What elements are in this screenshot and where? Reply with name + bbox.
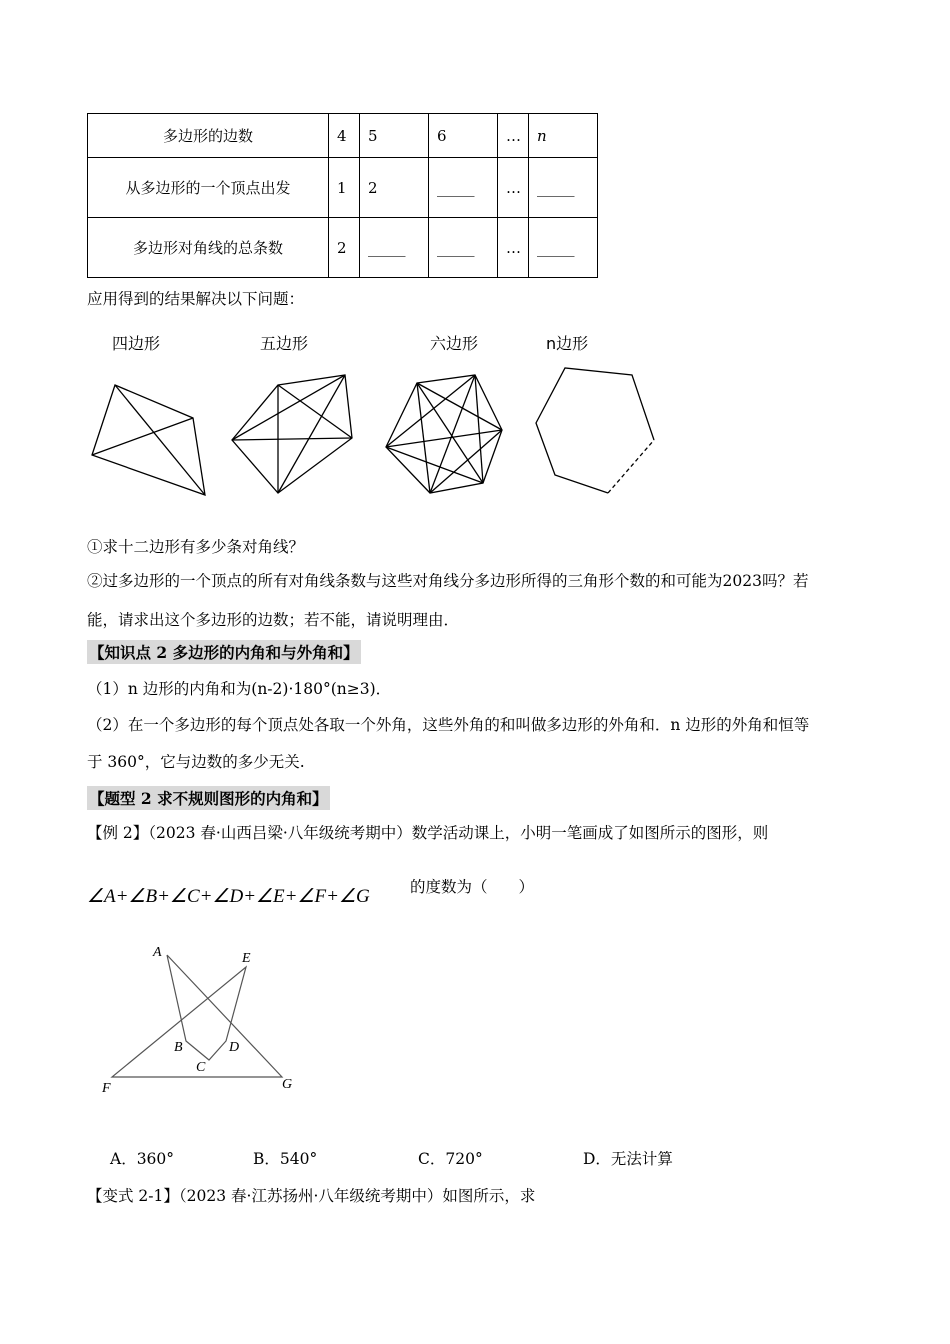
example-2-question: 的度数为（ ） xyxy=(410,878,535,896)
table-cell: n xyxy=(529,114,598,158)
table-cell: _____ xyxy=(529,158,598,218)
table-cell: 6 xyxy=(429,114,498,158)
point-label-f: F xyxy=(102,1081,111,1096)
option-b[interactable]: B．540° xyxy=(253,1150,318,1168)
figure-label: 四边形 xyxy=(112,334,161,353)
figure-label: n边形 xyxy=(546,334,589,353)
figure-label: 六边形 xyxy=(430,334,479,353)
option-a[interactable]: A．360° xyxy=(110,1150,175,1168)
question-type-title: 【题型 2 求不规则图形的内角和】 xyxy=(87,786,330,810)
variant-2-1-text: 【变式 2-1】（2023 春·江苏扬州·八年级统考期中）如图所示，求 xyxy=(87,1187,536,1205)
knowledge-point-title: 【知识点 2 多边形的内角和与外角和】 xyxy=(87,640,361,664)
table-row-header: 从多边形的一个顶点出发 xyxy=(88,158,329,218)
question-1: ①求十二边形有多少条对角线？ xyxy=(87,538,305,556)
table-row-header: 多边形对角线的总条数 xyxy=(88,218,329,278)
figure-label: 五边形 xyxy=(260,334,309,353)
angle-sum-expression: ∠A+∠B+∠C+∠D+∠E+∠F+∠G xyxy=(87,886,370,907)
knowledge-point-p1: （1）n 边形的内角和为(n-2)·180°(n≥3)． xyxy=(87,680,392,698)
table-cell: 5 xyxy=(360,114,429,158)
knowledge-point-p2: （2）在一个多边形的每个顶点处各取一个外角，这些外角的和叫做多边形的外角和．n 边形的外角和恒等 xyxy=(87,716,810,734)
example-2-text: 【例 2】（2023 春·山西吕梁·八年级统考期中）数学活动课上，小明一笔画成了如图所示的图形，则 xyxy=(87,824,769,842)
table-cell: 4 xyxy=(329,114,360,158)
option-c[interactable]: C．720° xyxy=(418,1150,483,1168)
table-row-header: 多边形的边数 xyxy=(88,114,329,158)
point-label-d: D xyxy=(229,1040,240,1055)
option-d[interactable]: D．无法计算 xyxy=(583,1150,673,1168)
question-2-cont: 能，请求出这个多边形的边数；若不能，请说明理由． xyxy=(87,611,460,629)
table-cell: _____ xyxy=(429,218,498,278)
question-2: ②过多边形的一个顶点的所有对角线条数与这些对角线分多边形所得的三角形个数的和可能为2023吗？若 xyxy=(87,572,809,590)
table-cell: … xyxy=(498,158,529,218)
table-cell: 1 xyxy=(329,158,360,218)
point-label-b: B xyxy=(174,1040,183,1055)
table-cell: _____ xyxy=(529,218,598,278)
table-cell: … xyxy=(498,218,529,278)
point-label-c: C xyxy=(196,1060,206,1075)
table-cell: 2 xyxy=(360,158,429,218)
point-label-g: G xyxy=(282,1077,293,1092)
intro-line: 应用得到的结果解决以下问题： xyxy=(87,290,305,308)
knowledge-point-p2-cont: 于 360°，它与边数的多少无关. xyxy=(87,753,305,771)
figure-path xyxy=(112,955,282,1077)
table-cell: _____ xyxy=(360,218,429,278)
table-cell: _____ xyxy=(429,158,498,218)
table-cell: 2 xyxy=(329,218,360,278)
point-label-a: A xyxy=(153,945,162,960)
table-cell: … xyxy=(498,114,529,158)
point-label-e: E xyxy=(242,951,251,966)
